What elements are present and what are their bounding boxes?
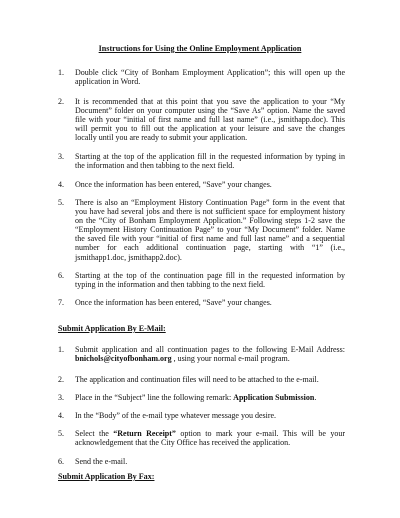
email-step	[58, 429, 345, 447]
step-text-after: , using your normal e-mail program.	[171, 354, 290, 364]
step-number: 2.	[58, 97, 64, 106]
return-receipt-label: “Return Receipt”	[113, 429, 176, 438]
email-step	[58, 457, 345, 466]
step-text: Starting at the top of the application fill in the requested information by typing in the information and then tabbing to the next field.	[75, 152, 345, 171]
step-text-after: option to mark your e-mail. This will be your acknowledgement that the City Office has received the application.	[75, 429, 345, 448]
step-text: Double click “City of Bonham Employment Application”; this will open up the application in Word.	[75, 68, 345, 87]
instruction-step	[58, 271, 345, 289]
step-text-before: Select the	[75, 429, 114, 438]
step-text: Once the information has been entered, “Save” your changes.	[75, 180, 272, 189]
step-number: 5.	[58, 429, 64, 438]
subject-remark: Application Submission	[233, 393, 315, 402]
instruction-step	[58, 97, 345, 142]
step-number: 2.	[58, 375, 64, 384]
email-address[interactable]: bnichols@cityofbonham.org	[75, 354, 172, 364]
step-text: Starting at the top of the continuation page fill in the requested information by typing in the information and then tabbing to the next field.	[75, 271, 345, 290]
email-step	[58, 411, 345, 420]
instruction-step	[58, 198, 345, 262]
step-number: 7.	[58, 298, 64, 307]
email-step	[58, 393, 345, 402]
step-text-before: Submit application and all continuation pages to the following E-Mail Address:	[75, 345, 345, 354]
fax-section-heading: Submit Application By Fax:	[58, 472, 155, 481]
step-number: 6.	[58, 457, 64, 466]
step-text: Once the information has been entered, “Save” your changes.	[75, 298, 272, 307]
instruction-step	[58, 152, 345, 170]
step-text	[75, 345, 345, 363]
step-text-before: The application and continuation files will need to be attached to the e-mail.	[75, 375, 319, 384]
document-title: Instructions for Using the Online Employment Application	[98, 44, 302, 53]
instruction-step	[58, 180, 345, 189]
step-text-before: Place in the “Subject” line the following remark:	[75, 393, 234, 402]
step-number: 5.	[58, 198, 64, 207]
step-text-after: .	[314, 393, 317, 402]
step-number: 1.	[58, 345, 64, 354]
step-text	[75, 429, 345, 447]
email-step	[58, 375, 345, 384]
step-text	[75, 411, 345, 420]
step-text	[75, 375, 345, 384]
email-section-heading: Submit Application By E-Mail:	[58, 324, 166, 333]
step-text	[75, 457, 345, 466]
step-number: 4.	[58, 411, 64, 420]
instruction-step	[58, 68, 345, 86]
email-step	[58, 345, 345, 363]
step-number: 3.	[58, 393, 64, 402]
step-text-before: Send the e-mail.	[75, 457, 128, 466]
instruction-step	[58, 298, 345, 307]
step-text: It is recommended that at this point that you save the application to your “My Document” folder on your computer using the “Save As” option. Name the saved file with your “initial of first name and full last name” (i.e., jsmithapp.doc). This will permit you to fill out the application at your leisure and save the changes locally until you are ready to submit your application.	[75, 97, 345, 143]
step-number: 6.	[58, 271, 64, 280]
step-number: 4.	[58, 180, 64, 189]
step-text	[75, 393, 345, 402]
step-number: 3.	[58, 152, 64, 161]
step-number: 1.	[58, 68, 64, 77]
step-text-before: In the “Body” of the e-mail type whatever message you desire.	[75, 411, 277, 420]
step-text: There is also an “Employment History Continuation Page” form in the event that you have had several jobs and there is not sufficient space for employment history on the “City of Bonham Employment Application.” Following steps 1-2 save the “Employment History Continuation Page” to your “My Document” folder. Name the saved file with your “initial of first name and full last name” and a sequential number for each additional continuation page, starting with “1” (i.e., jsmithapp1.doc, jsmithapp2.doc).	[75, 198, 345, 262]
